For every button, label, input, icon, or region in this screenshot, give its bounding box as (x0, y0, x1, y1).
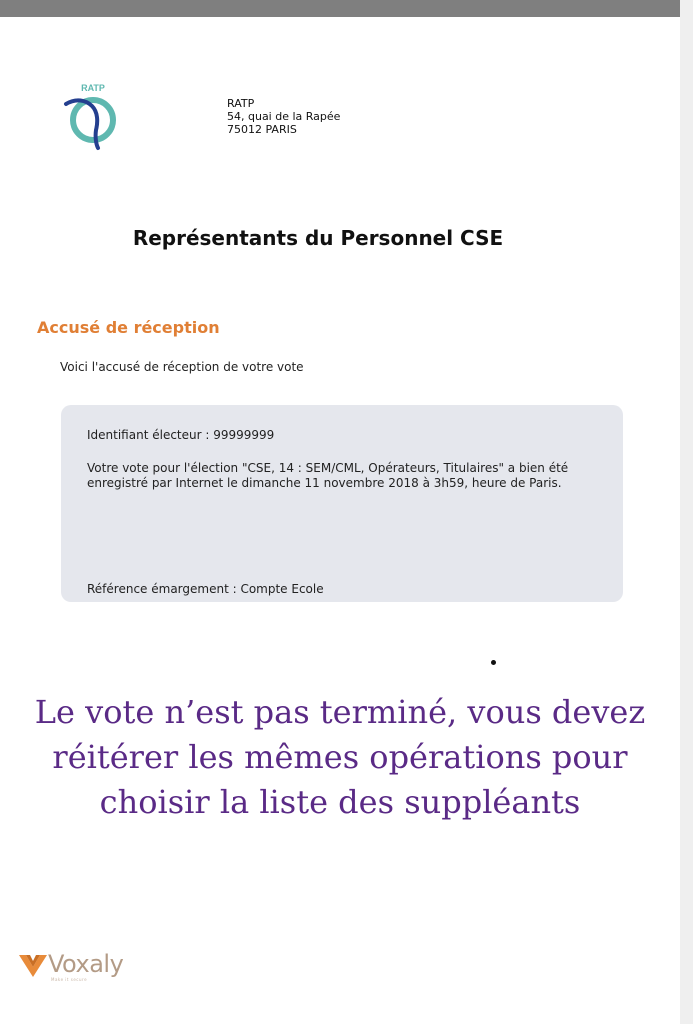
voxaly-v-icon (18, 953, 48, 979)
voxaly-logo (18, 950, 148, 984)
ratp-logo-text: RATP (81, 83, 105, 93)
voxaly-tagline: Make it secure (51, 977, 88, 982)
notice-message: Le vote n’est pas terminé, vous devez réitérer les mêmes opérations pour choisir la liste des suppléants (34, 693, 646, 821)
organization-address (227, 97, 340, 136)
section-title: Accusé de réception (37, 318, 220, 337)
page-scroll-edge (680, 0, 693, 1024)
document-title: Représentants du Personnel CSE (132, 226, 504, 250)
receipt-box (61, 405, 623, 602)
address-line-2: 75012 PARIS (227, 123, 297, 136)
bullet-dot (491, 660, 496, 665)
vote-confirmation: Votre vote pour l'élection "CSE, 14 : SEM/CML, Opérateurs, Titulaires" a bien été enregistré par Internet le dimanche 11 novembre 2018 à 3h59, heure de Paris. (87, 461, 569, 490)
address-line-1: 54, quai de la Rapée (227, 110, 341, 123)
voter-id: Identifiant électeur : 99999999 (87, 428, 275, 442)
reference: Référence émargement : Compte Ecole (87, 582, 324, 596)
ratp-logo (62, 82, 124, 152)
voxaly-brand: Voxaly (48, 950, 124, 978)
window-top-bar (0, 0, 693, 17)
intro-text: Voici l'accusé de réception de votre vote (60, 360, 304, 374)
organization-name: RATP (227, 97, 255, 110)
